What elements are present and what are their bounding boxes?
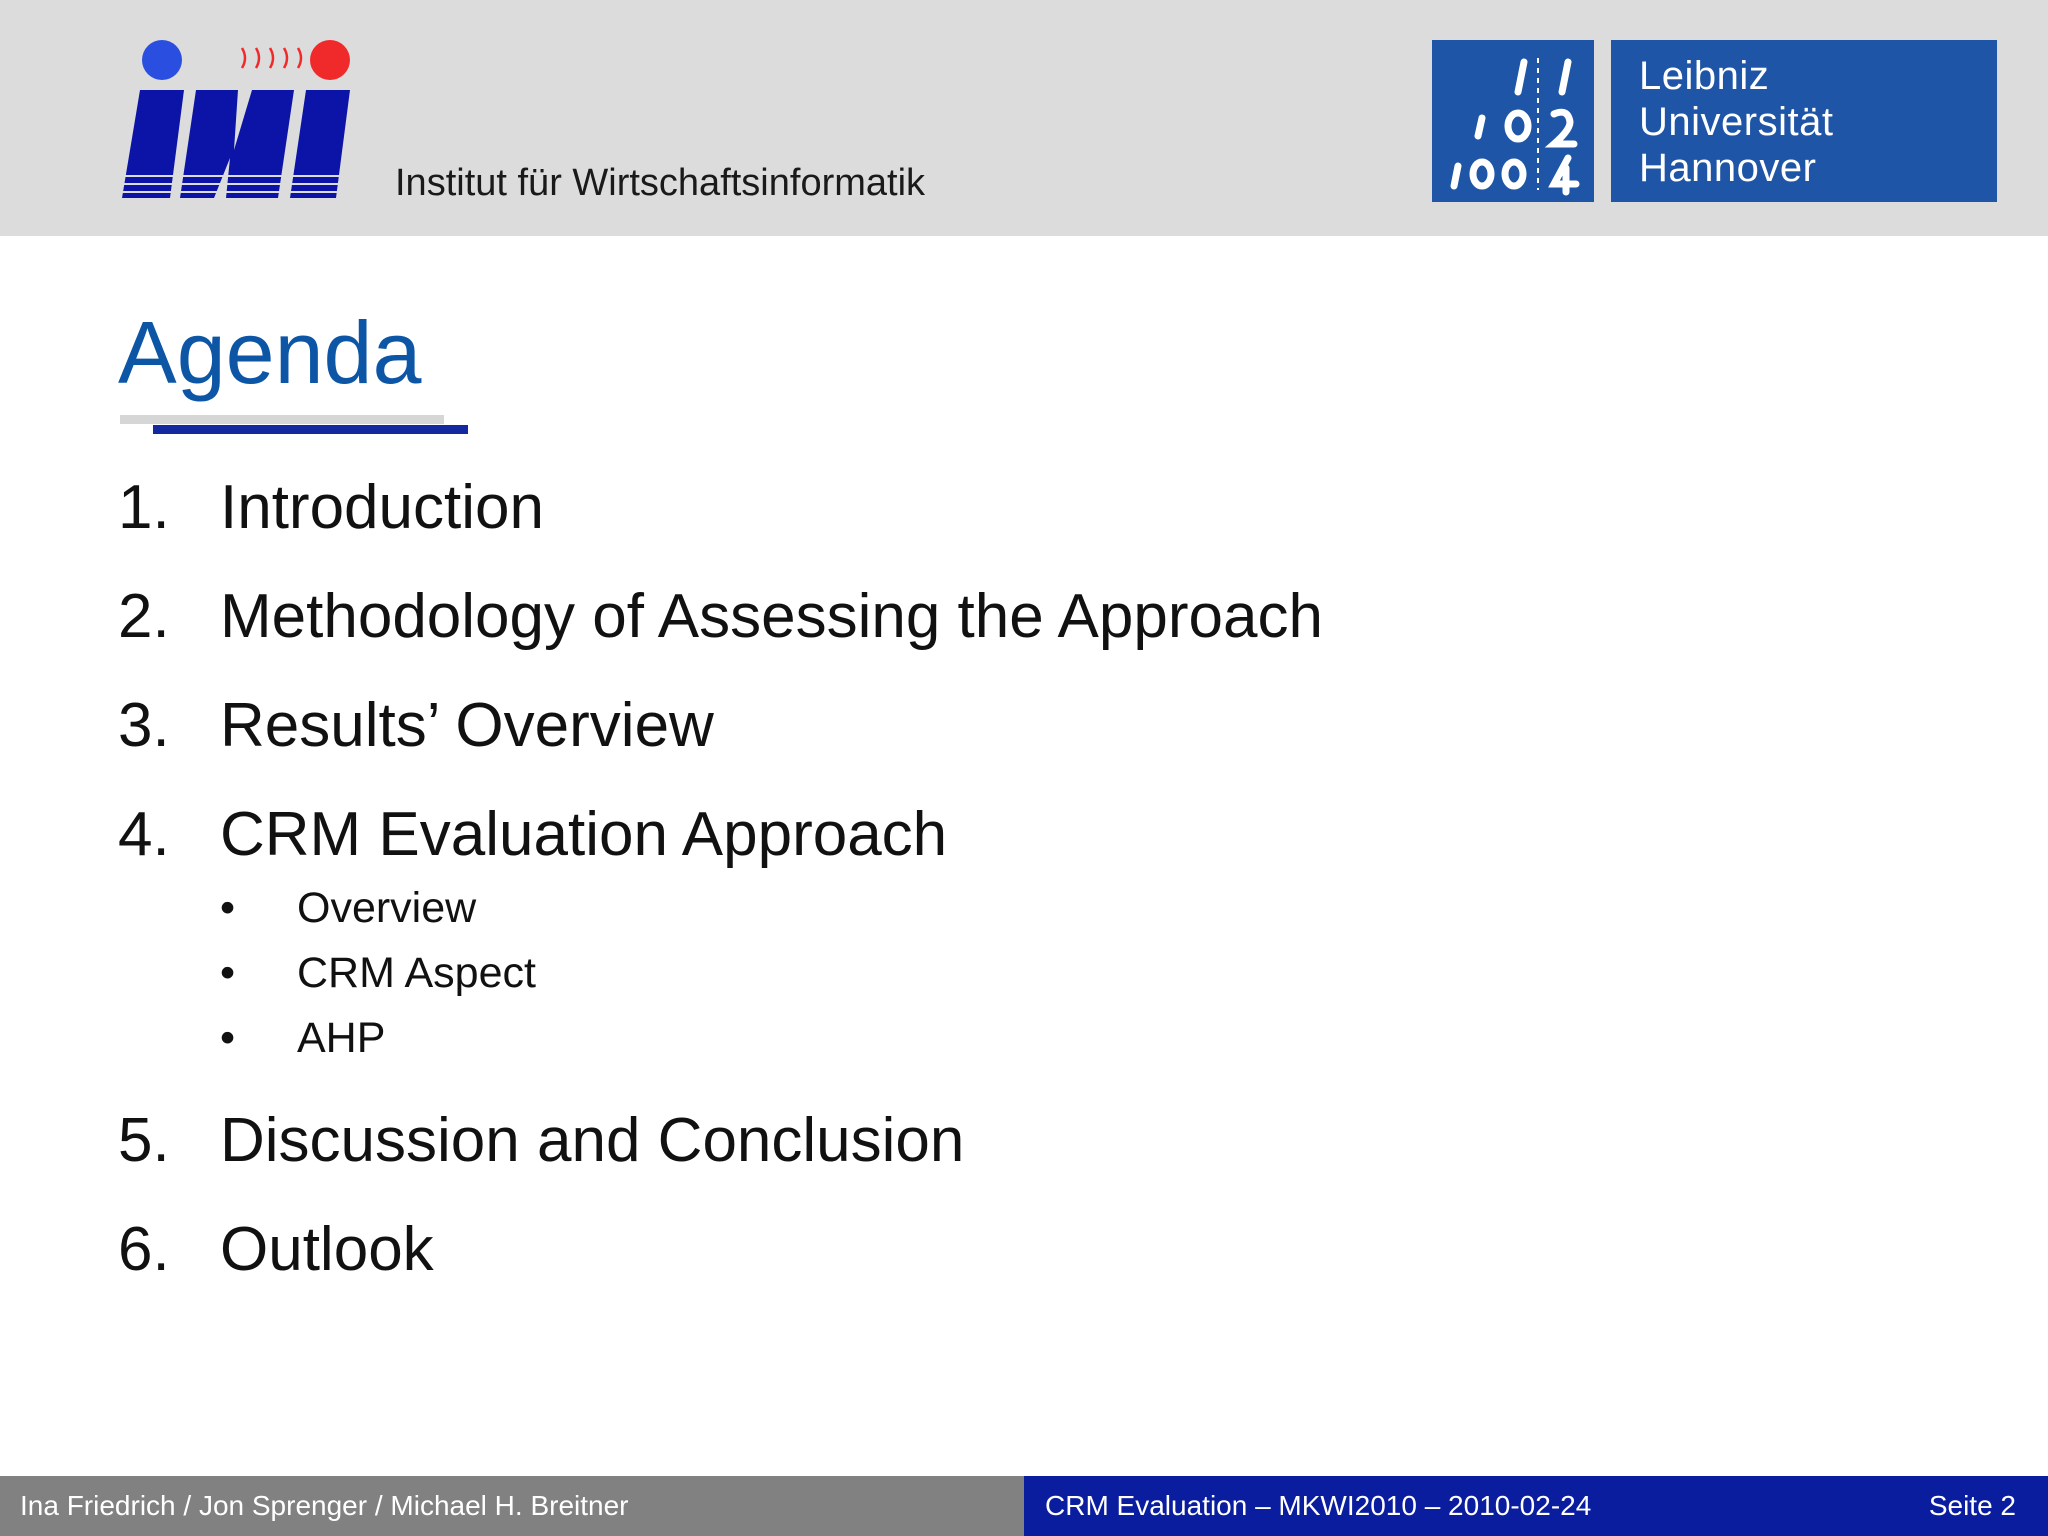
agenda-subitem-label: AHP bbox=[297, 1014, 386, 1062]
agenda-item-number: 6. bbox=[118, 1215, 170, 1284]
slide-footer bbox=[0, 1476, 2048, 1536]
iwi-logo-icon bbox=[118, 38, 358, 208]
luh-name-block bbox=[1611, 40, 1997, 202]
agenda-item-number: 3. bbox=[118, 691, 170, 760]
agenda-item-label: Discussion and Conclusion bbox=[220, 1106, 965, 1175]
slide-header bbox=[0, 0, 2048, 236]
luh-name-line: Universität bbox=[1639, 100, 1834, 144]
luh-name-line: Leibniz bbox=[1639, 54, 1770, 98]
luh-logo bbox=[1432, 40, 1997, 202]
footer-page-number: Seite 2 bbox=[1928, 1490, 2016, 1521]
footer-authors: Ina Friedrich / Jon Sprenger / Michael H. Breitner bbox=[20, 1490, 629, 1521]
agenda-item-number: 1. bbox=[118, 473, 170, 542]
title-underline-grey bbox=[120, 415, 444, 424]
footer-left-panel bbox=[0, 1476, 1024, 1536]
agenda-item-number: 4. bbox=[118, 800, 170, 869]
agenda-subitem-label: CRM Aspect bbox=[297, 949, 536, 997]
institute-name: Institut für Wirtschaftsinformatik bbox=[395, 162, 926, 204]
luh-seal-icon bbox=[1432, 40, 1594, 202]
agenda-item-label: CRM Evaluation Approach bbox=[220, 800, 948, 869]
title-underline-blue bbox=[153, 425, 468, 434]
bullet: • bbox=[220, 884, 236, 932]
agenda-item-number: 2. bbox=[118, 582, 170, 651]
agenda-item-number: 5. bbox=[118, 1106, 170, 1175]
bullet: • bbox=[220, 1014, 236, 1062]
agenda-item-label: Results’ Overview bbox=[220, 691, 714, 760]
agenda-item-label: Methodology of Assessing the Approach bbox=[220, 582, 1323, 651]
agenda-item-label: Introduction bbox=[220, 473, 544, 542]
footer-right-panel bbox=[1024, 1476, 2048, 1536]
footer-event: CRM Evaluation – MKWI2010 – 2010-02-24 bbox=[1045, 1490, 1592, 1521]
luh-name-line: Hannover bbox=[1639, 146, 1817, 190]
bullet: • bbox=[220, 949, 236, 997]
slide-title: Agenda bbox=[118, 303, 422, 402]
agenda-item-label: Outlook bbox=[220, 1215, 434, 1284]
agenda-subitem-label: Overview bbox=[297, 884, 477, 932]
